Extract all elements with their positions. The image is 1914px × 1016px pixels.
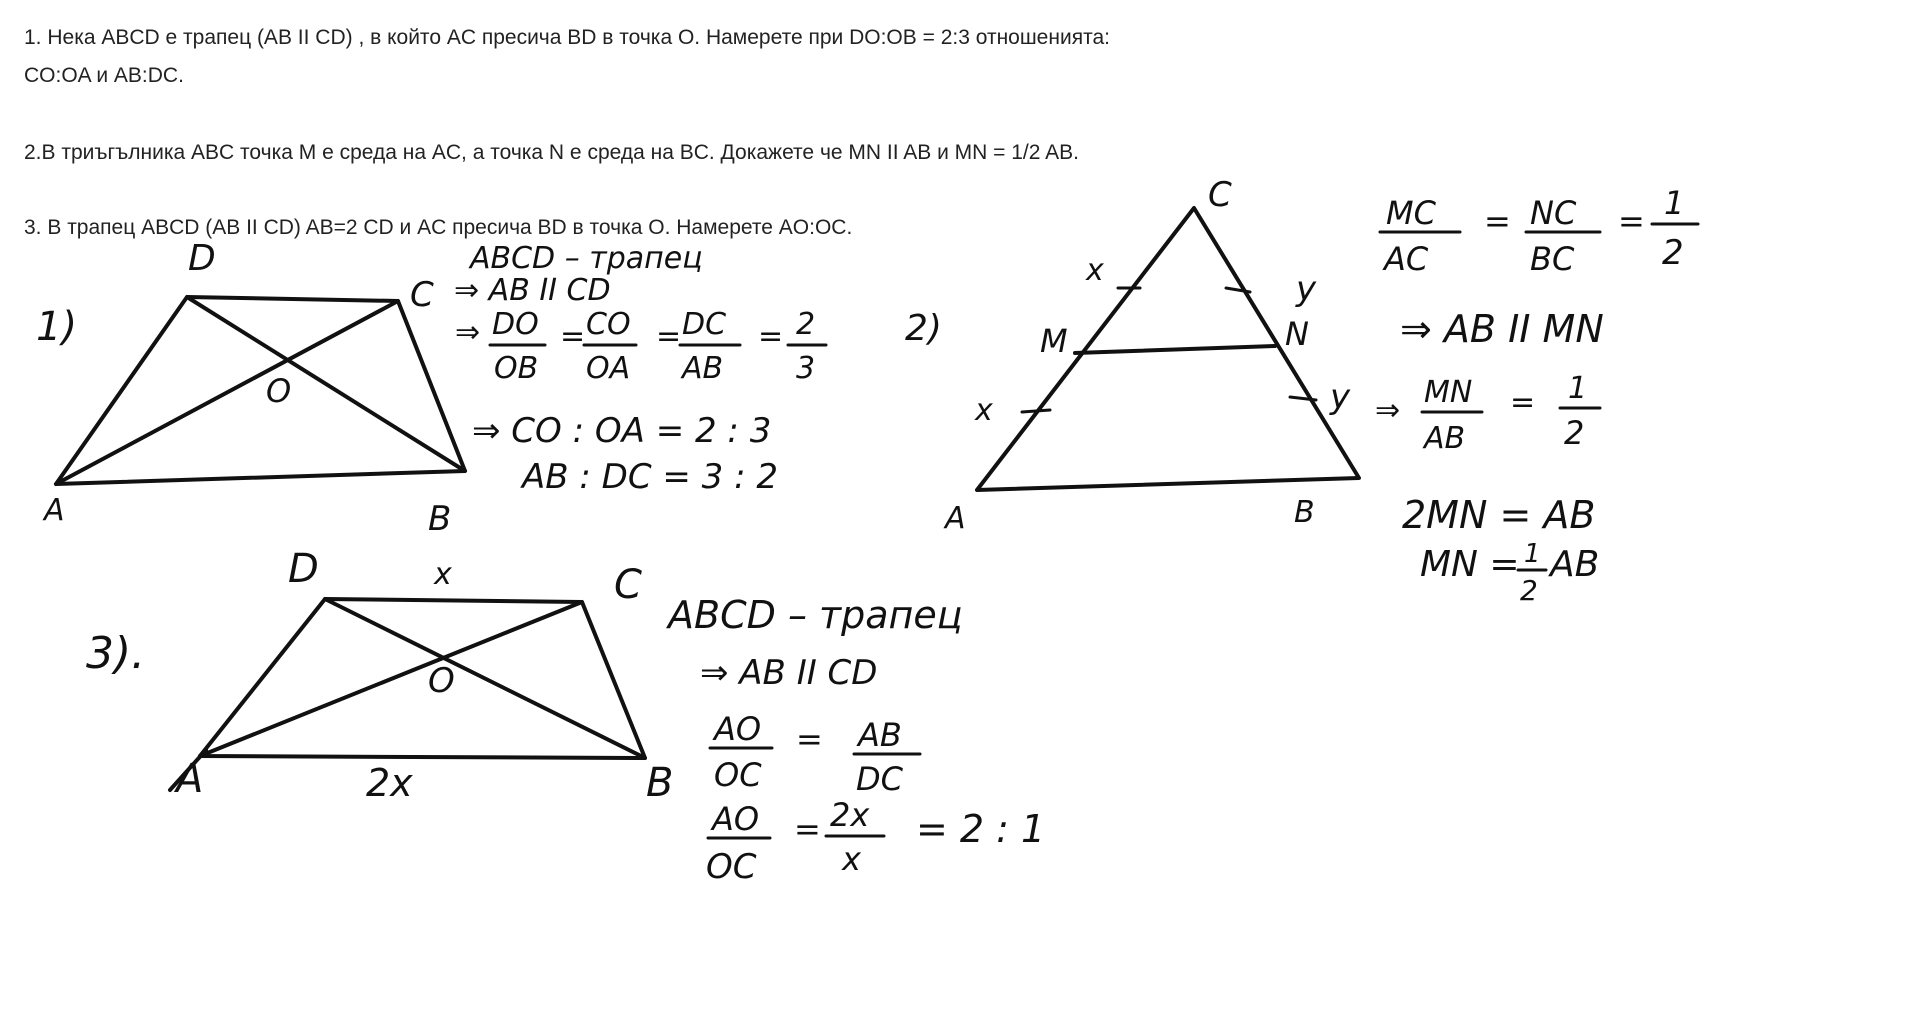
note-3-parallel: ⇒ AB II CD (700, 653, 878, 693)
label-b-3: B (646, 760, 674, 806)
frac-ob: OB (494, 351, 539, 386)
frac-ao-2: AO (712, 800, 760, 838)
mark-2x-bottom: 2x (366, 761, 413, 805)
label-m: M (1040, 322, 1068, 360)
frac-x: x (842, 840, 861, 878)
label-o-1: O (266, 372, 292, 410)
frac-oc-2: OC (706, 847, 757, 887)
diagonal-bd-3 (325, 599, 645, 758)
frac-2x: 2x (830, 796, 870, 834)
frac-nc: NC (1530, 194, 1577, 232)
label-a-2: A (945, 501, 966, 536)
diagonal-ac-1 (56, 301, 398, 484)
frac-oa: OA (586, 351, 631, 386)
mark-y-lower: y (1330, 377, 1351, 417)
trapezoid-3 (200, 599, 645, 758)
label-n: N (1285, 315, 1309, 353)
frac-oc: OC (714, 756, 762, 794)
trapezoid-1 (56, 297, 465, 484)
frac-one: 1 (1664, 184, 1685, 222)
note-1-trapezoid: ABCD – трапец (470, 241, 703, 276)
label-c-1: C (410, 275, 434, 315)
tick-nc (1226, 288, 1250, 292)
sketch-1 (36, 238, 826, 539)
sketch-2-number: 2) (905, 308, 942, 349)
frac-mc: MC (1386, 194, 1436, 232)
frac-ab-2: AB (1424, 421, 1466, 456)
note-2-implies: ⇒ (1375, 393, 1401, 428)
label-c-2: C (1208, 175, 1232, 215)
frac-ao: AO (714, 710, 762, 748)
frac-two-2: 2 (1564, 414, 1585, 452)
label-d-1: D (188, 238, 216, 279)
label-a-3: A (176, 756, 204, 802)
eq-1b: = (656, 319, 682, 354)
result-3: = 2 : 1 (916, 807, 1046, 851)
sketch-3 (86, 546, 1045, 887)
problem-1-line-2: CO:OA и AB:DC. (24, 64, 184, 87)
result-1a: ⇒ CO : OA = 2 : 3 (472, 411, 772, 451)
diagonal-ac-3 (200, 602, 582, 756)
note-2-parallel: ⇒ AB II MN (1400, 307, 1604, 351)
frac-one-2: 1 (1568, 371, 1588, 406)
frac-ab-3: AB (858, 716, 902, 754)
label-b-2: B (1294, 495, 1315, 530)
problem-2-text: 2.В триъгълника ABC точка M е среда на AC, а точка N е среда на BC. Докажете че MN II AB и MN = 1/2 AB. (24, 141, 1079, 164)
midline-mn (1075, 346, 1275, 353)
frac-dc: DC (682, 307, 727, 342)
result-2b: MN = (1420, 544, 1520, 585)
problem-3-text: 3. В трапец ABCD (AB II CD) AB=2 CD и AC пресича BD в точка O. Намерете AO:OC. (24, 216, 853, 239)
frac-dc-3: DC (856, 760, 903, 798)
note-1-parallel: ⇒ AB II CD (454, 273, 611, 308)
mark-x-lower: x (975, 393, 993, 428)
label-c-3: C (614, 562, 642, 608)
eq-3b: = (794, 810, 821, 848)
frac-co: CO (586, 307, 631, 342)
note-3-trapezoid: ABCD – трапец (668, 593, 963, 637)
eq-2b: = (1618, 202, 1645, 240)
frac-bc: BC (1530, 240, 1575, 278)
sketch-2 (905, 175, 1698, 607)
sketch-1-number: 1) (36, 304, 78, 350)
result-2b-ab: AB (1550, 544, 1600, 585)
result-1b: AB : DC = 3 : 2 (522, 457, 779, 497)
diagonal-bd-1 (187, 297, 465, 471)
frac-one-3: 1 (1524, 539, 1541, 569)
label-o-3: O (428, 661, 455, 701)
mark-x-top: x (434, 557, 452, 592)
frac-mn: MN (1424, 375, 1473, 410)
eq-1c: = (758, 319, 784, 354)
frac-ac: AC (1384, 240, 1429, 278)
tick-am (1022, 410, 1050, 412)
frac-do: DO (492, 307, 539, 342)
eq-3a: = (796, 720, 823, 758)
mark-y-upper: y (1296, 269, 1317, 309)
sketch-3-number: 3). (86, 628, 146, 679)
note-1-implies: ⇒ (455, 315, 481, 350)
eq-1a: = (560, 319, 586, 354)
frac-3: 3 (796, 351, 816, 386)
eq-2a: = (1484, 202, 1511, 240)
frac-ab: AB (682, 351, 724, 386)
mark-x-upper: x (1086, 253, 1104, 288)
label-d-3: D (288, 546, 319, 592)
result-2a: 2MN = AB (1402, 493, 1596, 537)
label-b-1: B (428, 499, 452, 539)
frac-two-3: 2 (1520, 574, 1538, 607)
label-a-1: A (44, 493, 65, 528)
eq-2c: = (1510, 385, 1536, 420)
frac-two: 2 (1662, 233, 1684, 273)
problem-1-line-1: 1. Нека ABCD е трапец (AB II CD) , в който AC пресича BD в точка O. Намерете при DO:OB = 2:3 отношенията: (24, 26, 1110, 49)
frac-2: 2 (796, 307, 816, 342)
